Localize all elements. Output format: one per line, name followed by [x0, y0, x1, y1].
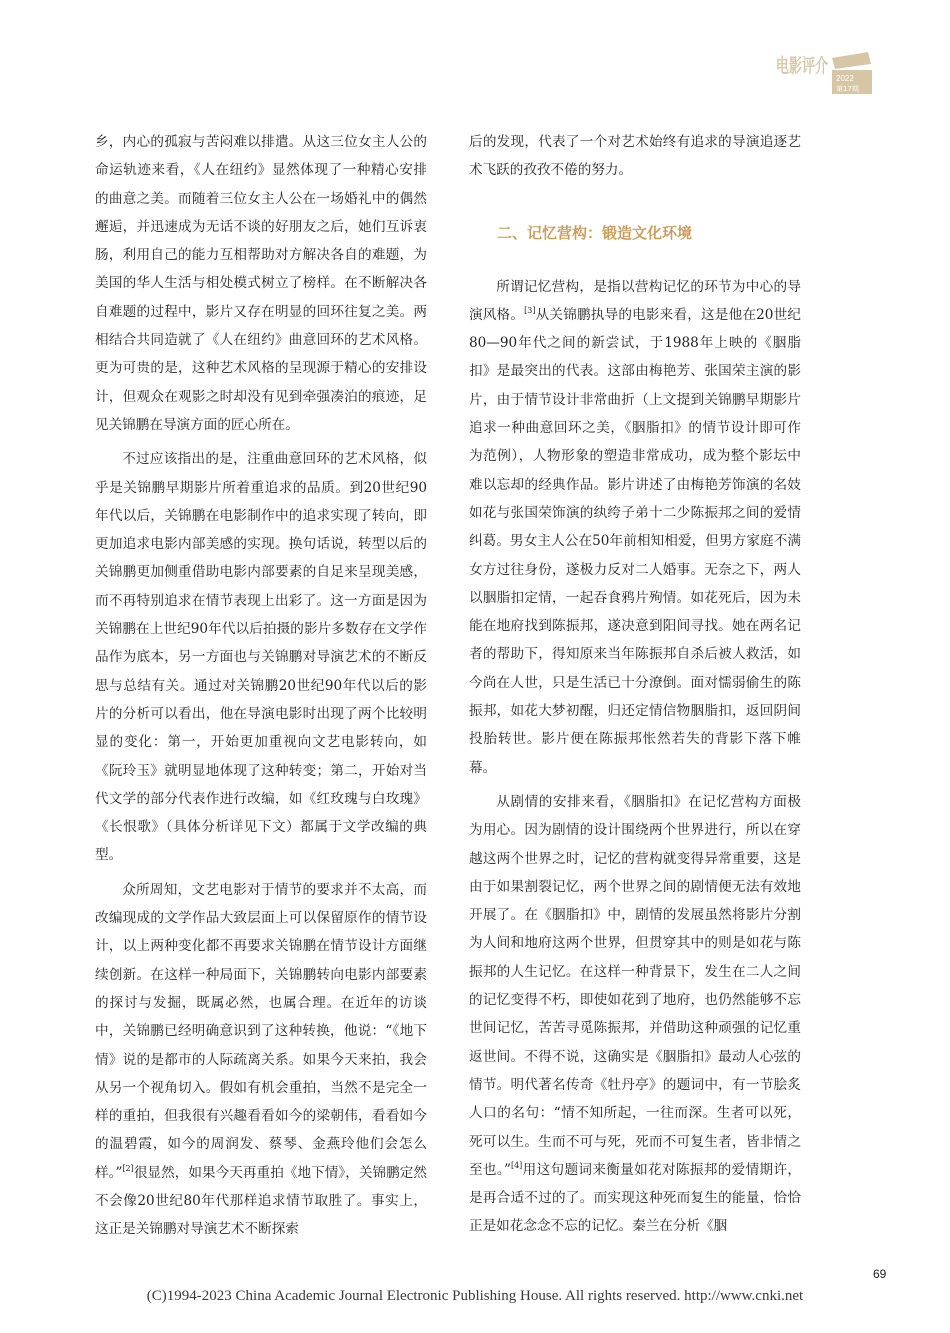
- footnote-ref: [3]: [524, 305, 536, 315]
- footnote-ref: [4]: [510, 1160, 523, 1170]
- right-column: [469, 128, 801, 1241]
- body-paragraph: [469, 273, 801, 782]
- paragraph-text: 众所周知，文艺电影对于情节的要求并不太高，而改编现成的文学作品大致层面上可以保留原作的情节设计，以上两种变化都不再要求关锦鹏在情节设计方面继续创新。在这样一种局面下，关锦鹏转向电影内部要素的探讨与发掘，既属必然，也属合理。在近年的访谈中，关锦鹏已经明确意识到了这种转换，他说：“《地下情》说的是都市的人际疏离关系。如果今天来拍，我会从另一个视角切入。假如有机会重拍，当然不是完全一样的重拍，但我很有兴趣看看如今的梁朝伟，看看如今的温碧霞，如今的周润发、蔡琴、金燕玲他们会怎么样。”: [95, 881, 427, 1181]
- paragraph-text: 所谓记忆营构，是指以营构记忆的环节为中心的导演风格。: [469, 278, 801, 323]
- footnote-ref: [2]: [122, 1163, 134, 1173]
- paragraph-text: 从关锦鹏执导的电影来看，这是他在20世纪80—90年代之间的新尝试，于1988年上映的《胭脂扣》是最突出的代表。这部由梅艳芳、张国荣主演的影片，由于情节设计非常曲折（上文提到关锦鹏早期影片追求一种曲意回环之美，《胭脂扣》的情节设计即可作为范例），人物形象的塑造非常成功，成为整个影坛中难以忘却的经典作品。影片讲述了由梅艳芳饰演的名妓如花与张国荣饰演的纨绔子弟十二少陈振邦之间的爱情纠葛。男女主人公在50年前相知相爱，但男方家庭不满女方过往身份，遂极力反对二人婚事。无奈之下，两人以胭脂扣定情，一起吞食鸦片殉情。如花死后，因为未能在地府找到陈振邦，遂决意到阳间寻找。她在两名记者的帮助下，得知原来当年陈振邦自杀后被人救活，如今尚在人世，只是生活已十分潦倒。面对懦弱偷生的陈振邦，如花大梦初醒，归还定情信物胭脂扣，返回阴间投胎转世。影片便在陈振邦怅然若失的背影下落下帷幕。: [469, 306, 802, 776]
- journal-logo: [776, 52, 881, 98]
- page-number: 69: [873, 1267, 887, 1281]
- body-paragraph: [95, 876, 427, 1244]
- issue-number: 第17期: [836, 85, 859, 93]
- paragraph-text: 从剧情的安排来看，《胭脂扣》在记忆营构方面极为用心。因为剧情的设计围绕两个世界进行，所以在穿越这两个世界之时，记忆的营构就变得异常重要，这是由于如果割裂记忆，两个世界之间的剧情便无法有效地开展了。在《胭脂扣》中，剧情的发展虽然将影片分割为人间和地府这两个世界，但贯穿其中的则是如花与陈振邦的人生记忆。在这样一种背景下，发生在二人之间的记忆变得不朽，即使如花到了地府，也仍然能够不忘世间记忆，苦苦寻觅陈振邦，并借助这种顽强的记忆重返世间。不得不说，这确实是《胭脂扣》最动人心弦的情节。明代著名传奇《牡丹亭》的题词中，有一节脍炙人口的名句：“情不知所起，一往而深。生者可以死，死可以生。生而不可与死，死而不可复生者，皆非情之至也。”: [469, 793, 801, 1178]
- left-column: [95, 128, 427, 1244]
- body-paragraph: [469, 788, 801, 1241]
- paragraph-text: 用这句题词来衡量如花对陈振邦的爱情期许，是再合适不过的了。而实现这种死而复生的能量，恰恰正是如花念念不忘的记忆。秦兰在分析《胭: [469, 1161, 802, 1235]
- body-paragraph: 乡，内心的孤寂与苦闷难以排遣。从这三位女主人公的命运轨迹来看，《人在纽约》显然体现了一种精心安排的曲意之美。而随着三位女主人公在一场婚礼中的偶然邂逅，并迅速成为无话不谈的好朋友之后，她们互诉衷肠，利用自己的能力互相帮助对方解决各自的难题，为美国的华人生活与相处模式树立了榜样。在不断解决各自难题的过程中，影片又存在明显的回环往复之美。两相结合共同造就了《人在纽约》曲意回环的艺术风格。更为可贵的是，这种艺术风格的呈现源于精心的安排设计，但观众在观影之时却没有见到牵强凑泊的痕迹，足见关锦鹏在导演方面的匠心所在。: [95, 134, 427, 433]
- paragraph-text: 很显然，如果今天再重拍《地下情》，关锦鹏定然不会像20世纪80年代那样追求情节取胜了。事实上，这正是关锦鹏对导演艺术不断探索: [95, 1164, 428, 1238]
- body-paragraph: 不过应该指出的是，注重曲意回环的艺术风格，似乎是关锦鹏早期影片所着重追求的品质。到20世纪90年代以后，关锦鹏在电影制作中的追求实现了转向，即更加追求电影内部美感的实现。换句话说，转型以后的关锦鹏更加侧重借助电影内部要素的自足来呈现美感，而不再特别追求在情节表现上出彩了。这一方面是因为关锦鹏在上世纪90年代以后拍摄的影片多数存在文学作品作为底本，另一方面也与关锦鹏对导演艺术的不断反思与总结有关。通过对关锦鹏20世纪90年代以后的影片的分析可以看出，他在导演电影时出现了两个比较明显的变化：第一，开始更加重视向文艺电影转向，如《阮玲玉》就明显地体现了这种转变；第二，开始对当代文学的部分代表作进行改编，如《红玫瑰与白玫瑰》《长恨歌》（具体分析详见下文）都属于文学改编的典型。: [95, 451, 427, 864]
- issue-year: 2022: [836, 74, 854, 83]
- body-paragraph: 后的发现，代表了一个对艺术始终有追求的导演追逐艺术飞跃的孜孜不倦的努力。: [469, 134, 801, 179]
- journal-logo-text: 电影评介: [776, 55, 853, 77]
- copyright-notice: (C)1994-2023 China Academic Journal Electronic Publishing House. All rights reserved. http://www.cnki.net: [146, 1288, 804, 1304]
- clapper-top-icon: [832, 52, 871, 69]
- section-heading: 二、记忆营构：锻造文化环境: [497, 223, 693, 242]
